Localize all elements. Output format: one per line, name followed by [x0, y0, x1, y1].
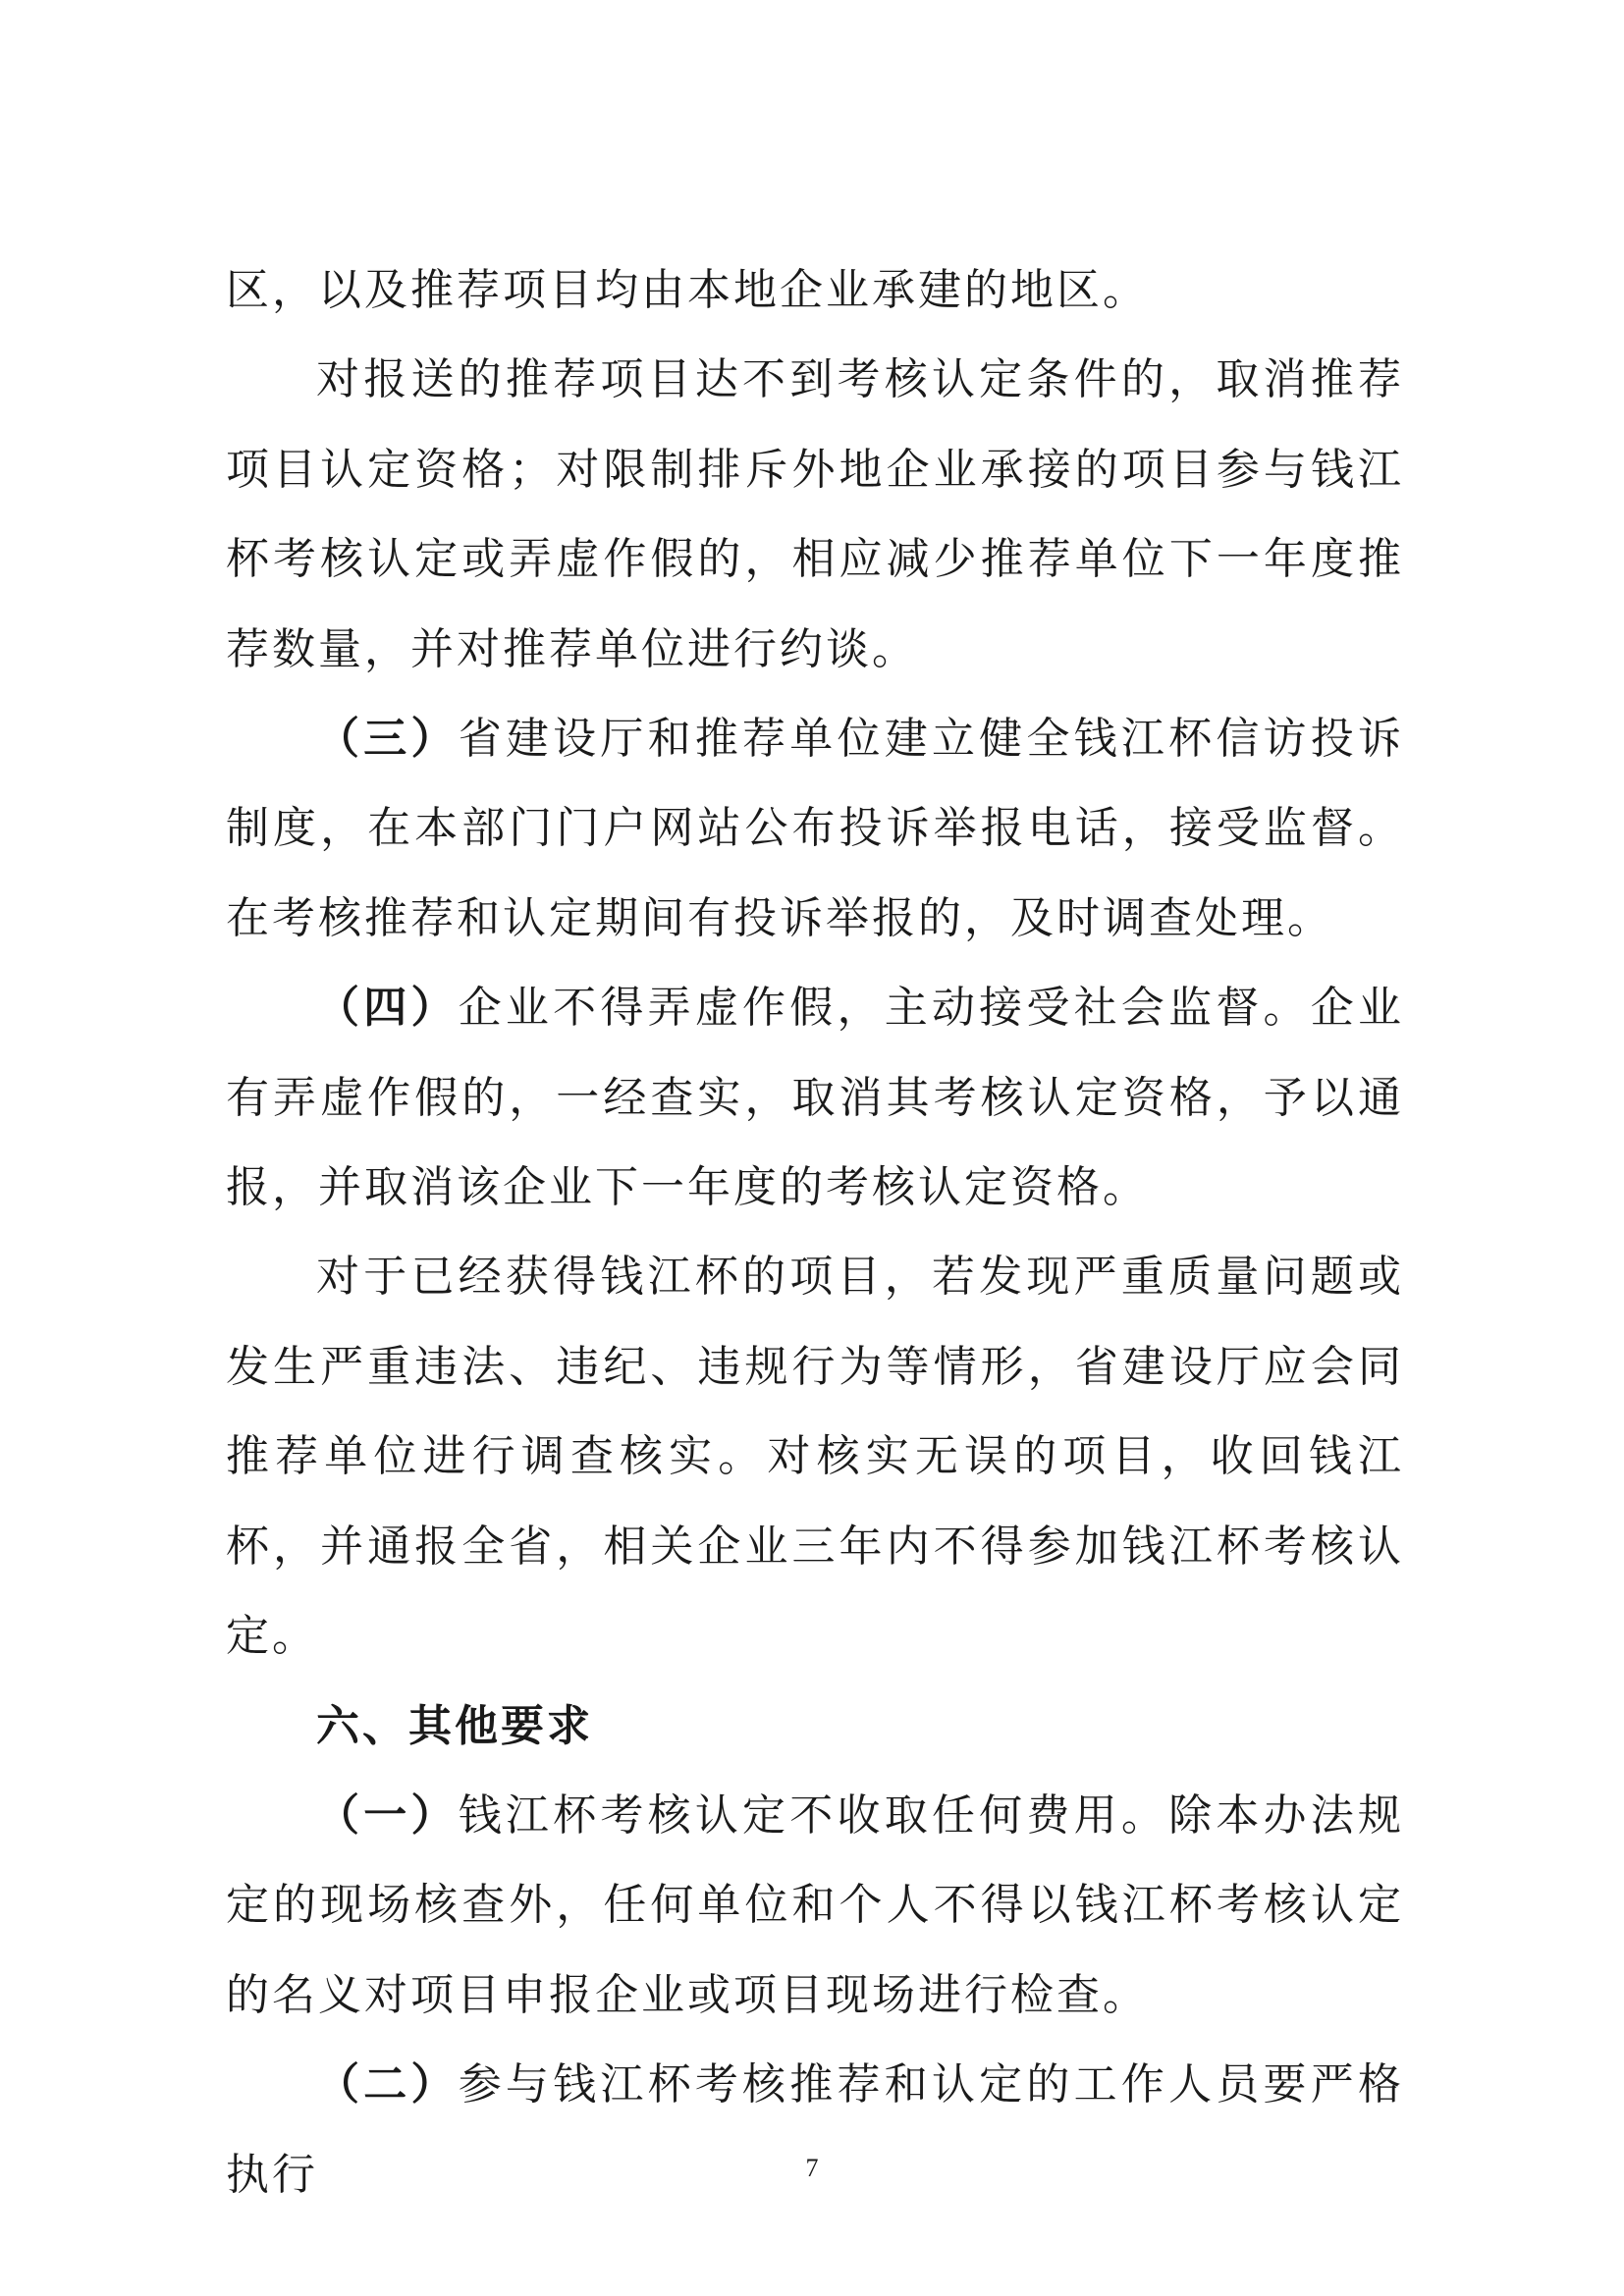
item-marker: （四） — [316, 983, 459, 1034]
paragraph-continuation — [226, 245, 1404, 335]
section-heading-other-requirements: 六、其他要求 — [316, 1700, 593, 1751]
paragraph-text: 钱江杯考核认定不收取任何费用。除本办法规定的现场核查外，任何单位和个人不得以钱江杯考核认定的名义对项目申报企业或项目现场进行检查。 — [226, 1789, 1405, 2020]
paragraph-text: 区，以及推荐项目均由本地企业承建的地区。 — [226, 265, 1149, 315]
paragraph-cancel-qualification — [226, 335, 1404, 694]
paragraph-revoke-award — [226, 1232, 1404, 1681]
paragraph-text: 省建设厅和推荐单位建立健全钱江杯信访投诉制度，在本部门门户网站公布投诉举报电话，接受监督。在考核推荐和认定期间有投诉举报的，及时调查处理。 — [226, 714, 1405, 943]
paragraph-text: 参与钱江杯考核推荐和认定的工作人员要严格执行 — [226, 2059, 1405, 2200]
paragraph-item-1 — [226, 1771, 1404, 2040]
paragraph-item-3 — [226, 694, 1404, 963]
paragraph-item-4 — [226, 963, 1404, 1232]
paragraph-text: 对报送的推荐项目达不到考核认定条件的，取消推荐项目认定资格；对限制排斥外地企业承接的项目参与钱江杯考核认定或弄虚作假的，相应减少推荐单位下一年度推荐数量，并对推荐单位进行约谈。 — [226, 354, 1404, 674]
document-body — [226, 245, 1404, 2219]
item-marker: （三） — [316, 714, 459, 765]
page-number: 7 — [805, 2154, 819, 2182]
item-marker: （一） — [316, 1789, 459, 1841]
paragraph-text: 对于已经获得钱江杯的项目，若发现严重质量问题或发生严重违法、违纪、违规行为等情形，省建设厅应会同推荐单位进行调查核实。对核实无误的项目，收回钱江杯，并通报全省，相关企业三年内不得参加钱江杯考核认定。 — [226, 1252, 1404, 1662]
paragraph-text: 企业不得弄虚作假，主动接受社会监督。企业有弄虚作假的，一经查实，取消其考核认定资格，予以通报，并取消该企业下一年度的考核认定资格。 — [226, 983, 1405, 1213]
paragraph-item-2 — [226, 2040, 1404, 2219]
item-marker: （二） — [316, 2059, 459, 2110]
